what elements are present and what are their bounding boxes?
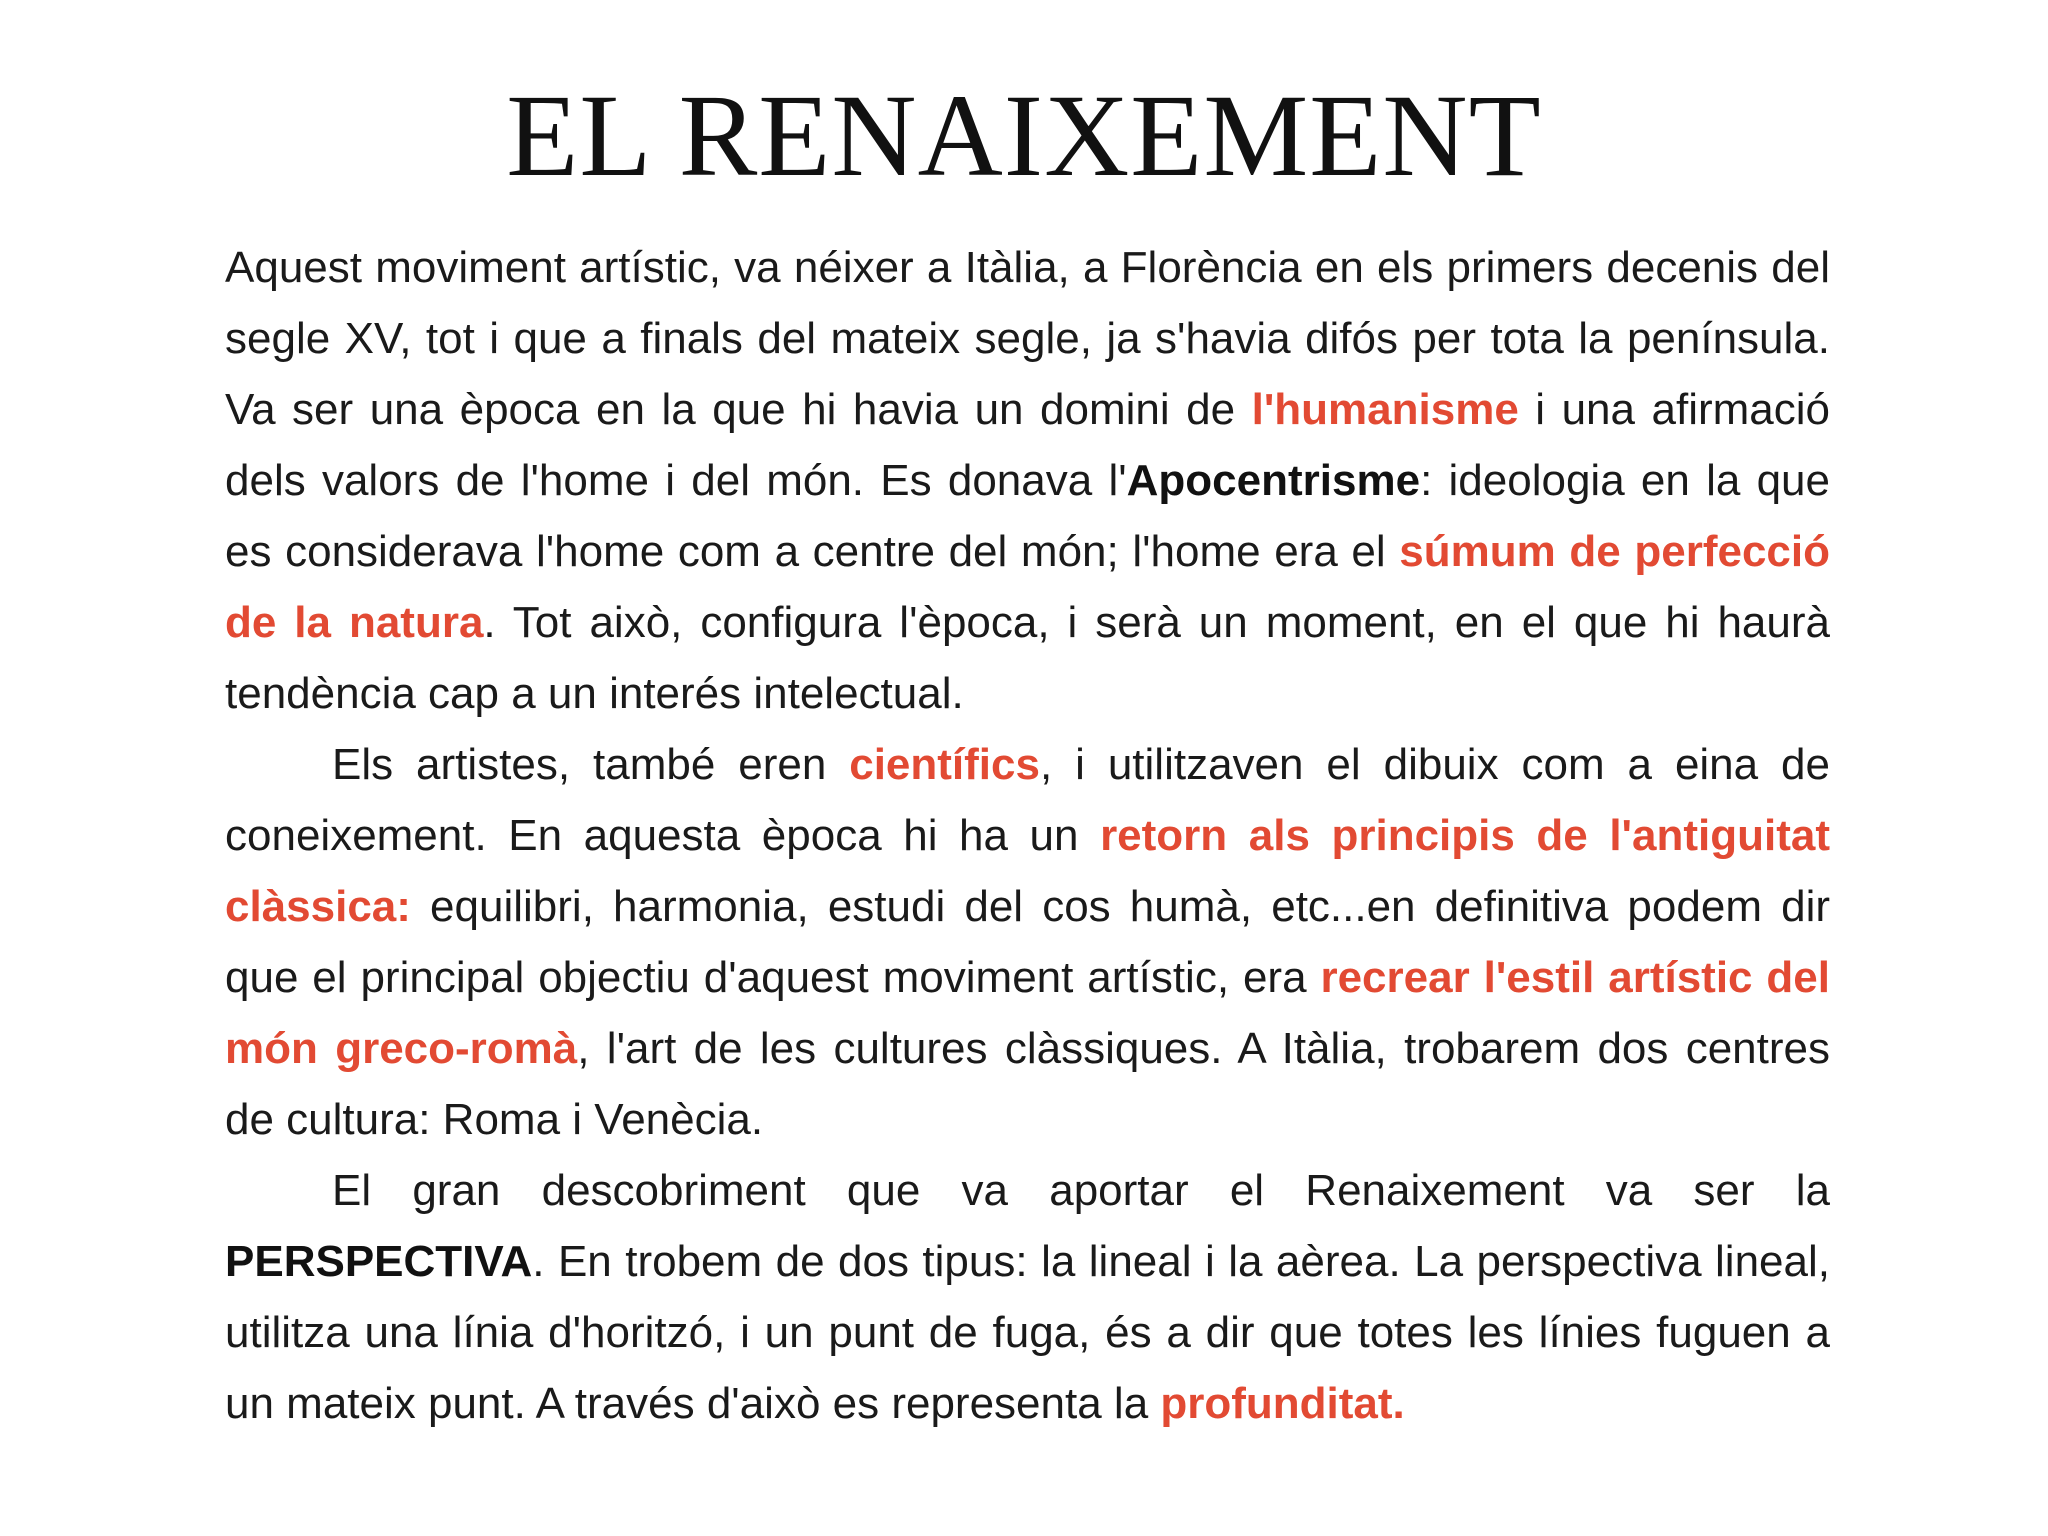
text-run: . Tot això, configura l'època, i serà un moment, en el que hi haurà tendència cap a un interés intelectual.	[225, 598, 1830, 718]
text-run: : ideologia en la que es considerava l'home com a centre del món; l'home era el	[225, 456, 1831, 576]
highlight-term: súmum de perfecció de la natura	[225, 527, 1830, 647]
text-run: , l'art de les cultures clàssiques. A Itàlia, trobarem dos centres de cultura: Roma i Venècia.	[225, 1024, 1831, 1144]
paragraph	[225, 1155, 1830, 1439]
bold-term: Apocentrisme	[1126, 456, 1421, 505]
highlight-term: profunditat.	[1160, 1379, 1405, 1428]
highlight-term: recrear l'estil artístic del món greco-romà	[225, 953, 1830, 1073]
highlight-term: retorn als principis de l'antiguitat clàssica:	[225, 811, 1830, 931]
highlight-term: científics	[849, 740, 1040, 789]
text-run: El gran descobriment que va aportar el Renaixement va ser la	[332, 1166, 1830, 1215]
highlight-term: l'humanisme	[1251, 385, 1519, 434]
paragraph	[225, 729, 1830, 1155]
text-run: equilibri, harmonia, estudi del cos humà, etc...en definitiva podem dir que el principal objectiu d'aquest moviment artístic, era	[225, 882, 1830, 1002]
body-text	[225, 232, 1830, 1439]
bold-term: PERSPECTIVA	[225, 1237, 533, 1286]
text-run: Els artistes, també eren	[332, 740, 850, 789]
paragraph	[225, 232, 1830, 729]
text-run: Aquest moviment artístic, va néixer a Itàlia, a Florència en els primers decenis del segle XV, tot i que a finals del mateix segle, ja s'havia difós per tota la península. Va ser una època en la que hi havia un domini de	[225, 243, 1830, 434]
page-title: EL RENAIXEMENT	[506, 70, 1542, 201]
text-run: . En trobem de dos tipus: la lineal i la aèrea. La perspectiva lineal, utilitza una línia d'horitzó, i un punt de fuga, és a dir que totes les línies fuguen a un mateix punt. A través d'això es representa la	[225, 1237, 1830, 1428]
text-run: , i utilitzaven el dibuix com a eina de coneixement. En aquesta època hi ha un	[225, 740, 1830, 860]
text-run: i una afirmació dels valors de l'home i del món. Es donava l'	[225, 385, 1830, 505]
